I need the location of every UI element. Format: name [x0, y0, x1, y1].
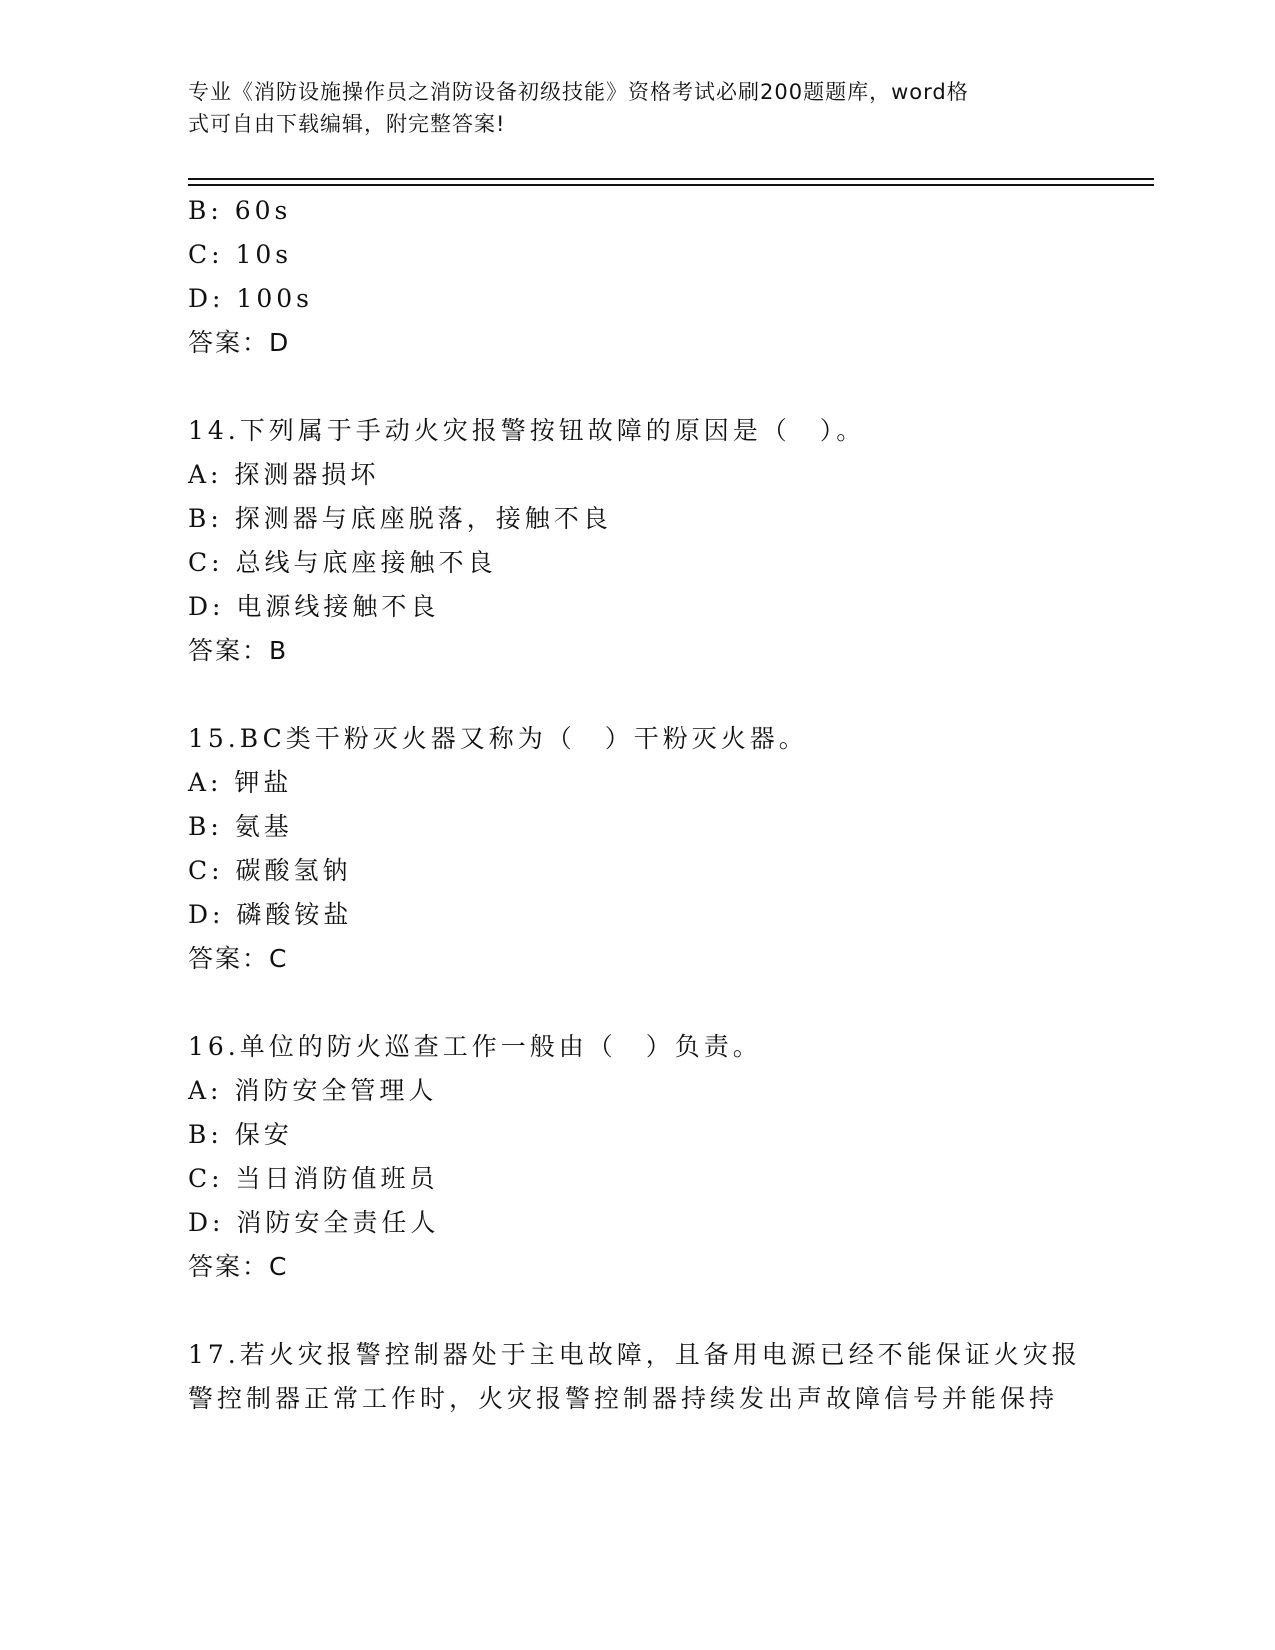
option-b: B: 氨基	[188, 812, 293, 841]
header-divider-bottom	[188, 184, 1154, 186]
answer-line: 答案：B	[188, 636, 289, 665]
option-a: A: 钾盐	[188, 768, 293, 797]
option-a: A: 消防安全管理人	[188, 1076, 438, 1105]
header-divider-top	[188, 178, 1154, 180]
option-d: D: 磷酸铵盐	[188, 900, 353, 929]
option-c: C: 当日消防值班员	[188, 1164, 439, 1193]
option-d: D: 消防安全责任人	[188, 1208, 440, 1237]
option-b: B: 探测器与底座脱落，接触不良	[188, 504, 612, 533]
question-text-line-1: 17.若火灾报警控制器处于主电故障，且备用电源已经不能保证火灾报	[188, 1340, 1081, 1369]
document-header	[188, 76, 1088, 140]
option-b: B: 60s	[188, 196, 292, 225]
option-d: D: 100s	[188, 284, 313, 313]
answer-line: 答案：D	[188, 328, 291, 357]
answer-line: 答案：C	[188, 944, 289, 973]
question-text: 16.单位的防火巡查工作一般由（ ）负责。	[188, 1032, 762, 1061]
question-text: 14.下列属于手动火灾报警按钮故障的原因是（ ）。	[188, 416, 866, 445]
question-text: 15.BC类干粉灭火器又称为（ ）干粉灭火器。	[188, 724, 808, 753]
option-a: A: 探测器损坏	[188, 460, 380, 489]
option-c: C: 碳酸氢钠	[188, 856, 352, 885]
option-c: C: 10s	[188, 240, 293, 269]
option-d: D: 电源线接触不良	[188, 592, 440, 621]
header-line-1: 专业《消防设施操作员之消防设备初级技能》资格考试必刷200题题库，word格	[188, 80, 969, 104]
option-b: B: 保安	[188, 1120, 293, 1149]
header-line-2: 式可自由下载编辑，附完整答案!	[188, 112, 506, 136]
question-text-line-2: 警控制器正常工作时，火灾报警控制器持续发出声故障信号并能保持	[188, 1384, 1059, 1413]
option-c: C: 总线与底座接触不良	[188, 548, 497, 577]
answer-line: 答案：C	[188, 1252, 289, 1281]
